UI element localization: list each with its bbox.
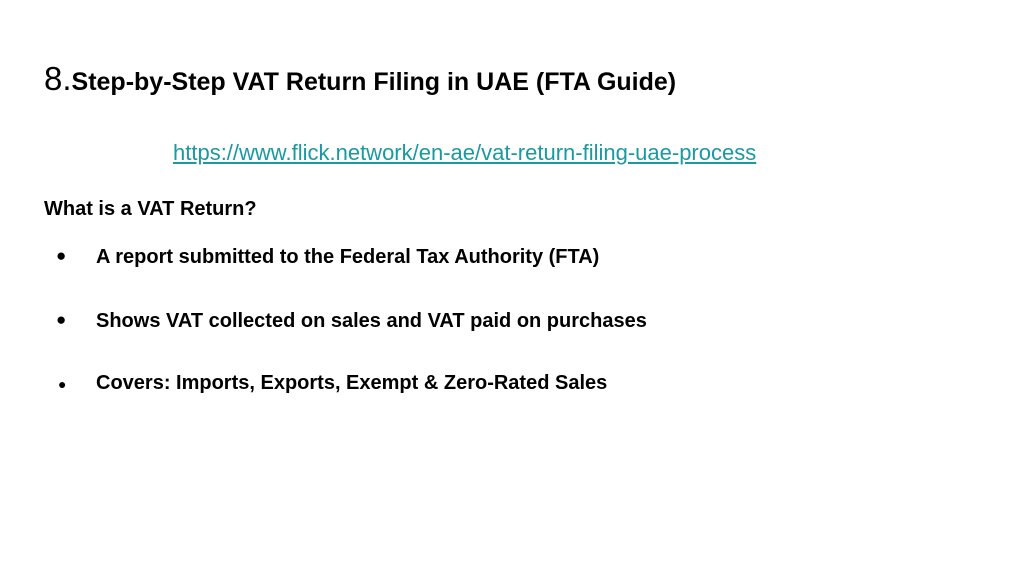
bullet-icon: ● (56, 246, 67, 265)
bullet-text: A report submitted to the Federal Tax Authority (FTA) (96, 246, 600, 268)
title-number: 8. (44, 60, 72, 97)
bullet-text: Covers: Imports, Exports, Exempt & Zero-Rated Sales (96, 372, 608, 394)
slide-title (44, 60, 676, 98)
section-heading: What is a VAT Return? (44, 198, 257, 220)
bullet-text: Shows VAT collected on sales and VAT paid on purchases (96, 310, 647, 332)
bullet-icon: ● (56, 310, 67, 329)
source-link[interactable]: https://www.flick.network/en-ae/vat-return-filing-uae-process (173, 140, 757, 165)
bullet-icon: ● (58, 376, 67, 392)
title-text: Step-by-Step VAT Return Filing in UAE (FTA Guide) (71, 68, 677, 96)
